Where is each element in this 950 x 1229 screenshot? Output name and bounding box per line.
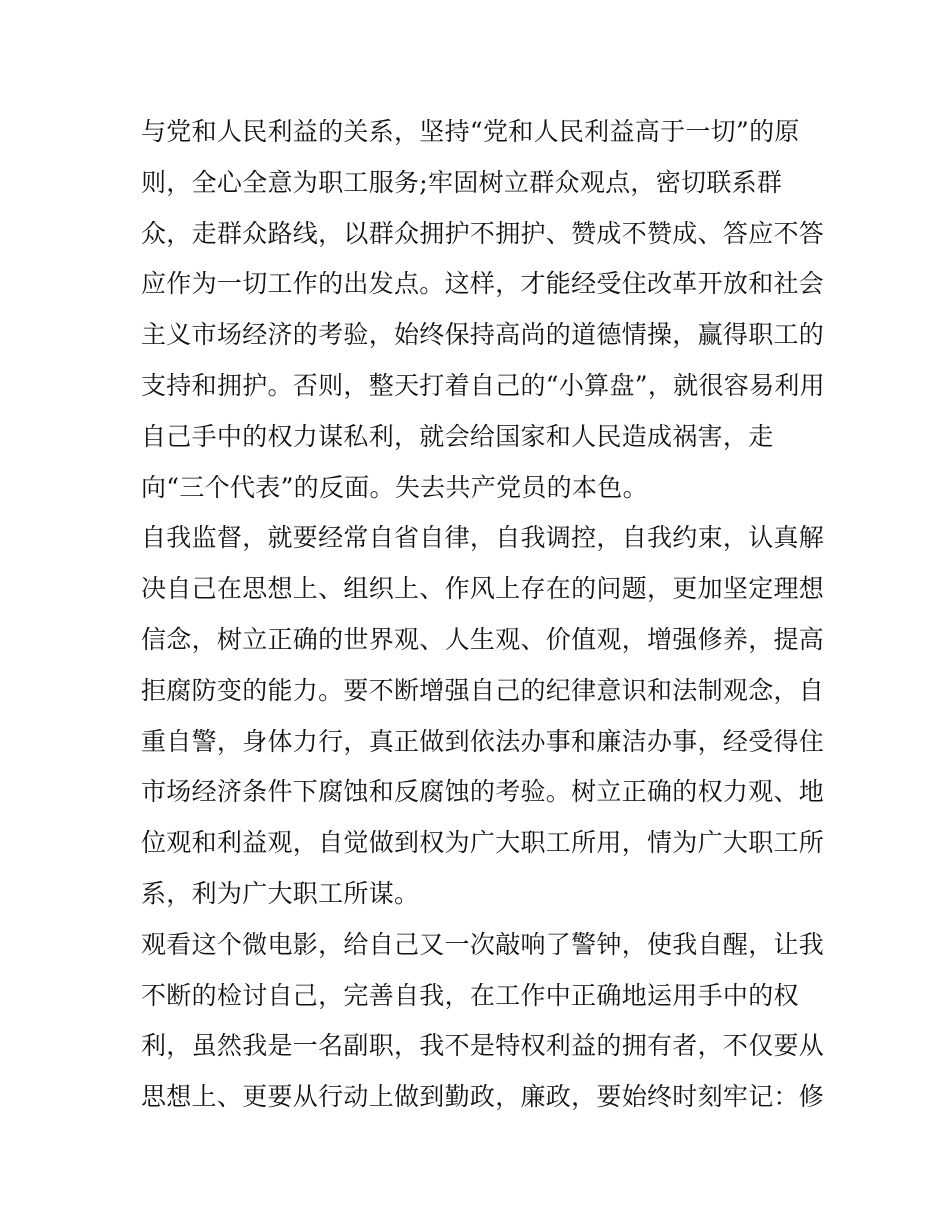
text-line: 自我监督，就要经常自省自律，自我调控，自我约束，认真解 <box>141 523 825 553</box>
text-line: 观看这个微电影，给自己又一次敲响了警钟，使我自醒，让我 <box>141 929 825 959</box>
text-line: 不断的检讨自己，完善自我，在工作中正确地运用手中的权 <box>141 980 799 1010</box>
text-line: 向“三个代表”的反面。失去共产党员的本色。 <box>141 472 648 502</box>
text-line: 主义市场经济的考验，始终保持高尚的道德情操，赢得职工的 <box>141 320 825 350</box>
text-line: 众，走群众路线，以群众拥护不拥护、赞成不赞成、答应不答 <box>141 218 825 248</box>
text-line: 重自警，身体力行，真正做到依法办事和廉洁办事，经受得住 <box>141 726 825 756</box>
text-line: 系，利为广大职工所谋。 <box>141 878 420 908</box>
text-line: 决自己在思想上、组织上、作风上存在的问题，更加坚定理想 <box>141 574 825 604</box>
text-line: 自己手中的权力谋私利，就会给国家和人民造成祸害，走 <box>141 421 774 451</box>
text-line: 与党和人民利益的关系，坚持“党和人民利益高于一切”的原 <box>141 117 800 146</box>
text-line: 则，全心全意为职工服务;牢固树立群众观点，密切联系群 <box>141 167 783 197</box>
text-line: 思想上、更要从行动上做到勤政，廉政，要始终时刻牢记：修 <box>141 1082 825 1112</box>
text-line: 信念，树立正确的世界观、人生观、价值观，增强修养，提高 <box>141 624 825 654</box>
text-line: 应作为一切工作的出发点。这样，才能经受住改革开放和社会 <box>141 269 825 299</box>
text-line: 支持和拥护。否则，整天打着自己的“小算盘”，就很容易利用 <box>141 370 825 400</box>
text-line: 市场经济条件下腐蚀和反腐蚀的考验。树立正确的权力观、地 <box>141 777 825 807</box>
text-line: 拒腐防变的能力。要不断增强自己的纪律意识和法制观念，自 <box>141 675 825 705</box>
body-text <box>141 107 825 1123</box>
text-line: 位观和利益观，自觉做到权为广大职工所用，情为广大职工所 <box>141 828 825 858</box>
text-line: 利，虽然我是一名副职，我不是特权利益的拥有者，不仅要从 <box>141 1031 825 1061</box>
